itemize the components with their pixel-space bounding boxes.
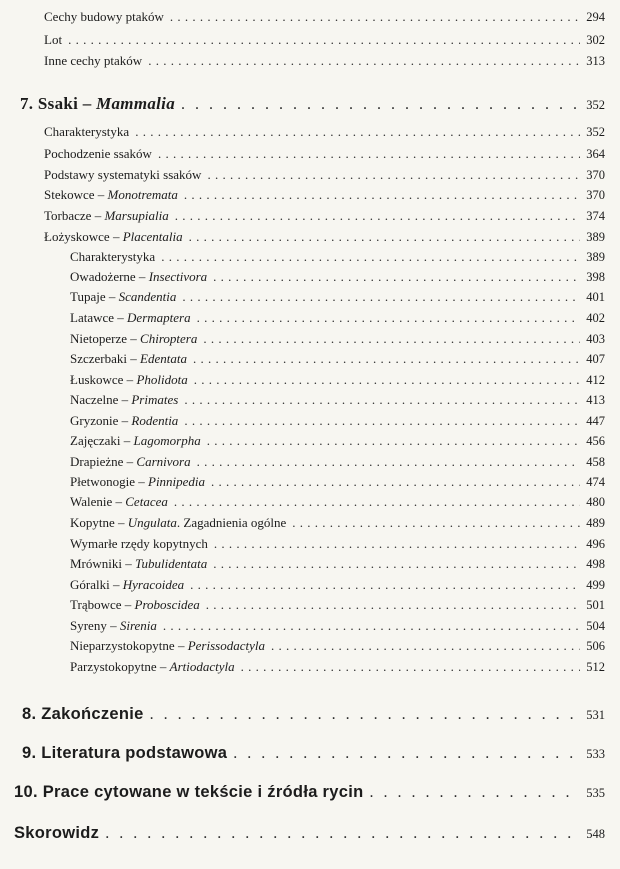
leader-dots: [241, 659, 581, 675]
entry-page: 364: [586, 147, 605, 161]
toc-subentry: [70, 372, 605, 388]
toc-subentry: [70, 413, 605, 429]
leader-dots: [105, 825, 580, 843]
chapter-heading: [22, 744, 605, 763]
toc-subentry: [70, 392, 605, 408]
entry-name: Naczelne – Primates: [70, 392, 179, 407]
entry-page: 412: [586, 373, 605, 387]
leader-dots: [161, 249, 580, 265]
entry-name: Charakterystyka: [44, 124, 130, 139]
entry-page: 413: [586, 393, 605, 407]
entry-name: Owadożerne – Insectivora: [70, 269, 208, 284]
entry-page: 504: [586, 619, 605, 633]
index-page: 548: [586, 827, 605, 841]
toc-subentry: [70, 597, 605, 613]
entry-name: Trąbowce – Proboscidea: [70, 597, 200, 612]
entry-page: 403: [586, 332, 605, 346]
leader-dots: [184, 413, 580, 429]
leader-dots: [292, 515, 580, 531]
entry-page: 402: [586, 311, 605, 325]
leader-dots: [68, 32, 580, 48]
entry-name: Podstawy systematyki ssaków: [44, 167, 202, 182]
leader-dots: [158, 146, 580, 162]
entry-name: Walenie – Cetacea: [70, 494, 168, 509]
entry-page: 389: [586, 230, 605, 244]
entry-name: Kopytne – Ungulata. Zagadnienia ogólne: [70, 515, 287, 530]
leader-dots: [233, 745, 580, 763]
leader-dots: [182, 289, 580, 305]
entry-page: 370: [586, 188, 605, 202]
toc-subentry: [70, 556, 605, 572]
leader-dots: [148, 53, 580, 69]
index-title: Skorowidz: [14, 824, 100, 842]
entry-page: 456: [586, 434, 605, 448]
leader-dots: [193, 351, 580, 367]
entry-name: Łuskowce – Pholidota: [70, 372, 188, 387]
chapter-page: 535: [586, 786, 605, 800]
toc-subentry: [70, 454, 605, 470]
entry-page: 374: [586, 209, 605, 223]
entry-name: Nietoperze – Chiroptera: [70, 331, 198, 346]
entry-name: Płetwonogie – Pinnipedia: [70, 474, 206, 489]
entry-name: Szczerbaki – Edentata: [70, 351, 187, 366]
toc-subentry: [70, 474, 605, 490]
entry-name: Latawce – Dermaptera: [70, 310, 191, 325]
entry-name: Nieparzystokopytne – Perissodactyla: [70, 638, 265, 653]
toc-entry: [44, 53, 605, 69]
chapter-title: 9. Literatura podstawowa: [22, 744, 228, 762]
toc-subentry: [70, 331, 605, 347]
entry-name: Tupaje – Scandentia: [70, 289, 177, 304]
leader-dots: [214, 536, 580, 552]
leader-dots: [170, 9, 580, 25]
leader-dots: [163, 618, 580, 634]
chapter-title: 8. Zakończenie: [22, 705, 144, 723]
leader-dots: [213, 556, 580, 572]
toc-subentry: [70, 289, 605, 305]
entry-page: 447: [586, 414, 605, 428]
leader-dots: [194, 372, 581, 388]
entry-name: Cechy budowy ptaków: [44, 9, 164, 24]
entry-name: Parzystokopytne – Artiodactyla: [70, 659, 235, 674]
leader-dots: [213, 269, 580, 285]
chapter-heading: [14, 783, 605, 802]
toc-subentry: [70, 494, 605, 510]
leader-dots: [211, 474, 580, 490]
toc-subentry: [70, 249, 605, 265]
entry-page: 458: [586, 455, 605, 469]
entry-page: 501: [586, 598, 605, 612]
entry-page: 370: [586, 168, 605, 182]
leader-dots: [184, 392, 580, 408]
toc-subentry: [70, 515, 605, 531]
entry-page: 302: [586, 33, 605, 47]
entry-name: Zajęczaki – Lagomorpha: [70, 433, 201, 448]
leader-dots: [175, 208, 581, 224]
entry-page: 401: [586, 290, 605, 304]
toc-entry: [44, 9, 605, 25]
chapter-page: 352: [586, 98, 605, 112]
leader-dots: [206, 597, 581, 613]
entry-page: 498: [586, 557, 605, 571]
toc-entry: [44, 167, 605, 183]
leader-dots: [370, 784, 581, 802]
entry-page: 489: [586, 516, 605, 530]
entry-page: 480: [586, 495, 605, 509]
leader-dots: [207, 433, 581, 449]
entry-name: Charakterystyka: [70, 249, 156, 264]
entry-name: Inne cechy ptaków: [44, 53, 143, 68]
toc-subentry: [70, 536, 605, 552]
toc-subentry: [70, 269, 605, 285]
chapter-title: 7. Ssaki – Mammalia: [20, 94, 176, 113]
entry-name: Drapieżne – Carnivora: [70, 454, 191, 469]
entry-page: 499: [586, 578, 605, 592]
entry-name: Mrówniki – Tubulidentata: [70, 556, 208, 571]
entry-name: Syreny – Sirenia: [70, 618, 157, 633]
leader-dots: [189, 229, 581, 245]
leader-dots: [197, 454, 581, 470]
chapter-heading: [14, 824, 605, 843]
toc-subentry: [70, 618, 605, 634]
leader-dots: [271, 638, 580, 654]
toc-subentry: [70, 638, 605, 654]
leader-dots: [197, 310, 581, 326]
entry-name: Gryzonie – Rodentia: [70, 413, 179, 428]
entry-page: 389: [586, 250, 605, 264]
toc-entry: [44, 146, 605, 162]
leader-dots: [203, 331, 580, 347]
leader-dots: [190, 577, 580, 593]
entry-page: 474: [586, 475, 605, 489]
toc-entry: [44, 229, 605, 245]
toc-subentry: [70, 577, 605, 593]
entry-name: Pochodzenie ssaków: [44, 146, 152, 161]
leader-dots: [135, 124, 580, 140]
toc-entry: [44, 124, 605, 140]
entry-page: 407: [586, 352, 605, 366]
chapter-title: 10. Prace cytowane w tekście i źródła rycin: [14, 783, 364, 801]
entry-page: 294: [586, 10, 605, 24]
entry-page: 352: [586, 125, 605, 139]
entry-name: Lot: [44, 32, 63, 47]
toc-subentry: [70, 433, 605, 449]
entry-page: 512: [586, 660, 605, 674]
entry-page: 313: [586, 54, 605, 68]
chapter-heading: [22, 705, 605, 724]
leader-dots: [174, 494, 580, 510]
entry-name: Wymarłe rzędy kopytnych: [70, 536, 208, 551]
chapter-page: 531: [586, 708, 605, 722]
toc-entry: [44, 187, 605, 203]
toc-subentry: [70, 310, 605, 326]
leader-dots: [150, 706, 581, 724]
entry-page: 496: [586, 537, 605, 551]
chapter-heading: [20, 94, 605, 114]
toc-subentry: [70, 659, 605, 675]
leader-dots: [207, 167, 580, 183]
entry-page: 398: [586, 270, 605, 284]
entry-page: 506: [586, 639, 605, 653]
leader-dots: [181, 96, 580, 114]
entry-name: Góralki – Hyracoidea: [70, 577, 185, 592]
chapter-page: 533: [586, 747, 605, 761]
toc-entry: [44, 32, 605, 48]
entry-name: Łożyskowce – Placentalia: [44, 229, 183, 244]
toc-entry: [44, 208, 605, 224]
entry-name: Torbacze – Marsupialia: [44, 208, 169, 223]
toc-subentry: [70, 351, 605, 367]
entry-name: Stekowce – Monotremata: [44, 187, 178, 202]
leader-dots: [184, 187, 580, 203]
